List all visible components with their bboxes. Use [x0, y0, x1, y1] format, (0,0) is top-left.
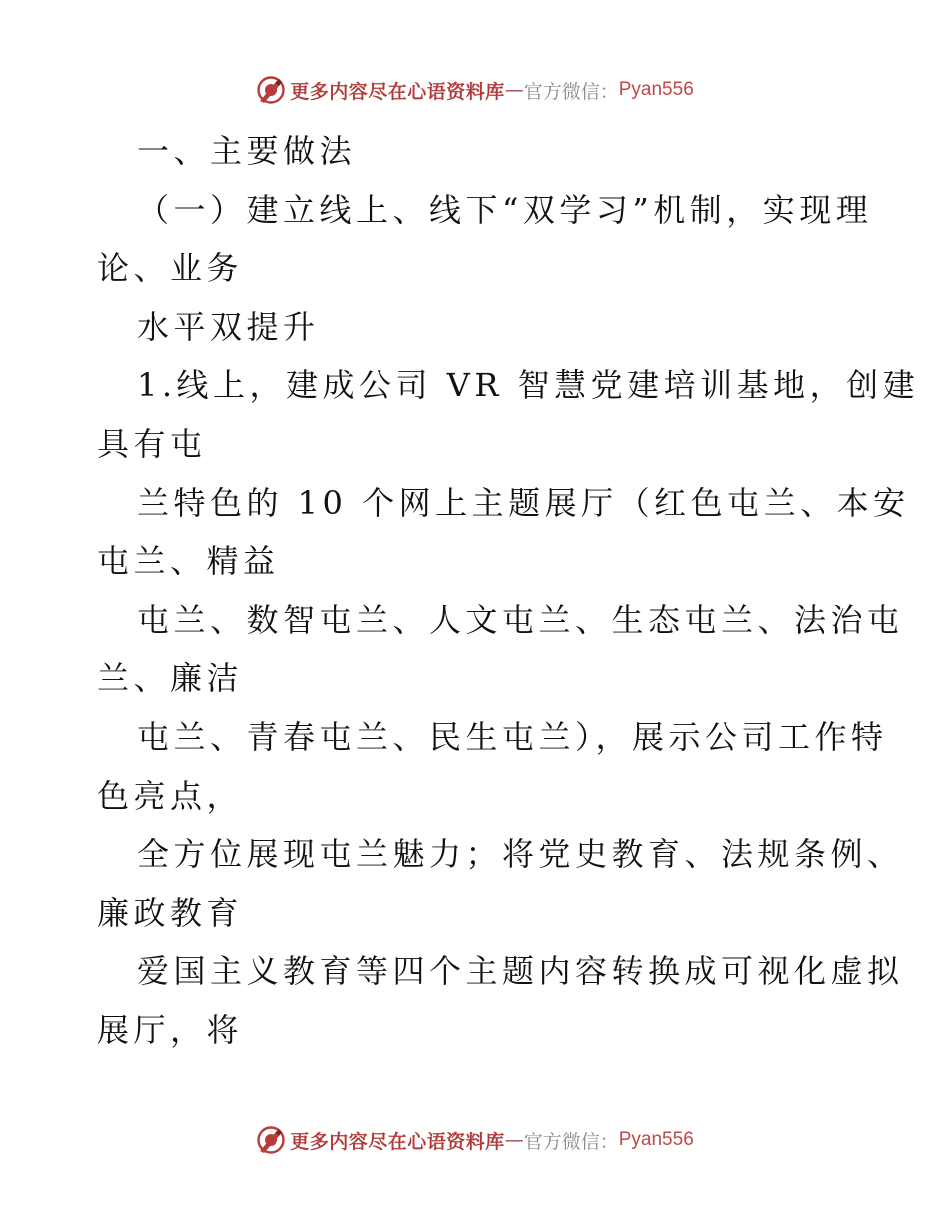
text-line: 色亮点， — [97, 776, 244, 815]
text-line: 具有屯 — [97, 424, 207, 463]
document-body — [97, 122, 920, 1060]
text-line: 论、业务 — [97, 249, 244, 288]
text-line: 一、主要做法 — [137, 132, 357, 170]
header-watermark-banner — [0, 72, 950, 108]
pen-logo-icon — [256, 1125, 286, 1155]
text-line: 廉政教育 — [97, 893, 244, 932]
text-line: 屯兰、精益 — [97, 542, 280, 581]
pen-logo-icon — [256, 75, 286, 105]
wechat-id: Pyan556 — [618, 79, 694, 100]
site-name: 更多内容尽在心语资料库 — [290, 80, 505, 103]
text-line: 水平双提升 — [137, 307, 320, 346]
text-line: 屯兰、青春屯兰、民生屯兰），展示公司工作特 — [137, 717, 888, 756]
text-line: 屯兰、数智屯兰、人文屯兰、生态屯兰、法治屯 — [137, 600, 904, 639]
site-name: 更多内容尽在心语资料库 — [290, 1130, 505, 1153]
text-line: （一）建立线上、线下“双学习”机制，实现理 — [137, 190, 873, 229]
banner-dash: — — [504, 79, 524, 101]
text-line: 展厅，将 — [97, 1010, 244, 1049]
text-line: 1.线上，建成公司 VR 智慧党建培训基地，创建 — [137, 366, 920, 405]
text-line: 兰特色的 10 个网上主题展厅（红色屯兰、本安 — [137, 483, 910, 522]
footer-watermark-banner — [0, 1122, 950, 1158]
wechat-label: 官方微信： — [523, 80, 619, 103]
wechat-label: 官方微信： — [523, 1130, 619, 1153]
wechat-id: Pyan556 — [618, 1129, 694, 1150]
banner-dash: — — [504, 1129, 524, 1151]
text-line: 全方位展现屯兰魅力；将党史教育、法规条例、 — [137, 835, 904, 874]
text-line: 兰、廉洁 — [97, 659, 244, 698]
text-line: 爱国主义教育等四个主题内容转换成可视化虚拟 — [137, 952, 904, 991]
